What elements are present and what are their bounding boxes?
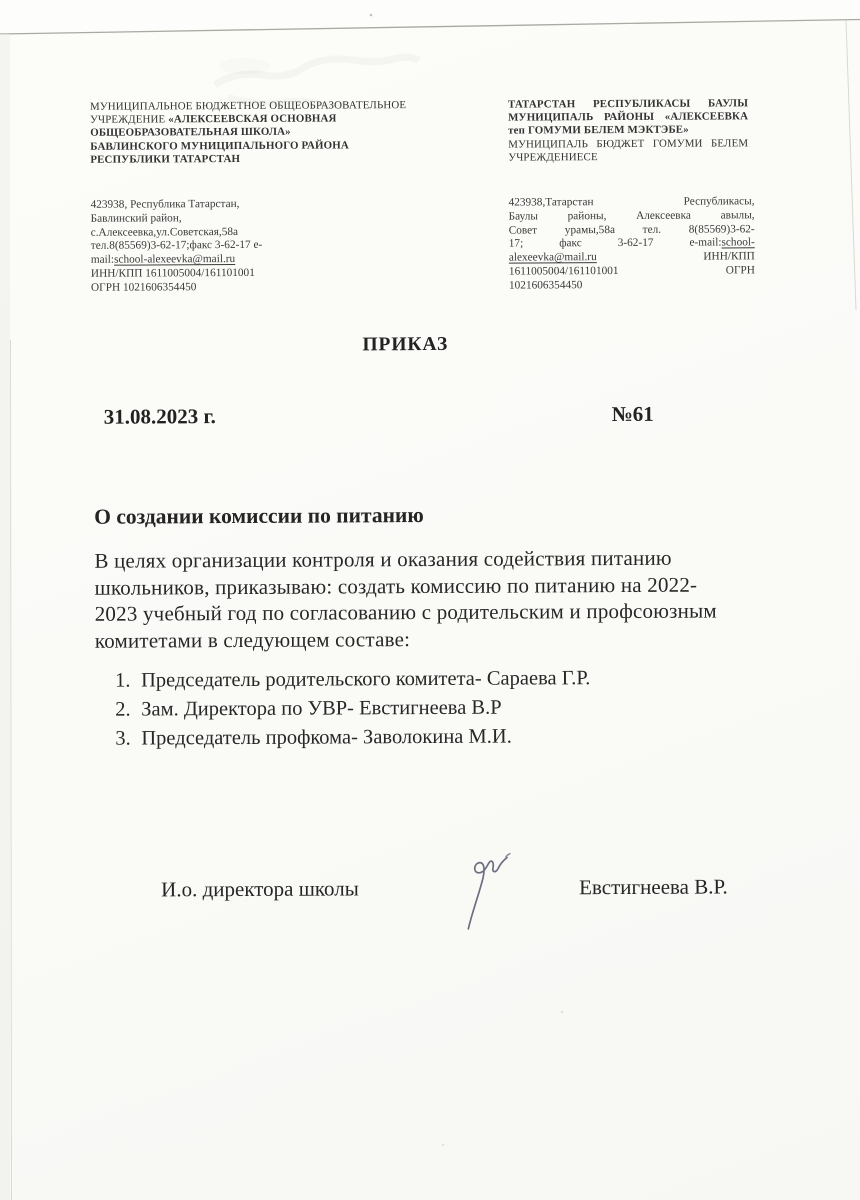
word (636, 209, 691, 223)
text-line (91, 197, 339, 212)
text-segment: В целях организации контроля и оказания содействия питанию (94, 545, 672, 573)
word (509, 210, 538, 224)
text-line (91, 239, 339, 254)
email-text: school- (721, 236, 755, 249)
signature-role-label: И.о. директора школы (161, 876, 359, 902)
word (721, 209, 755, 223)
text-segment: районы, (567, 209, 607, 223)
text-line (95, 624, 785, 654)
text-segment: 8(85569)3-62- (688, 222, 755, 236)
word (604, 111, 654, 124)
word (509, 224, 537, 238)
text-line (91, 253, 339, 268)
letterhead-org-name-russian (90, 99, 502, 167)
email-text: school-alexeevka@mail.ru (114, 253, 236, 266)
text-segment: МУНИЦИПАЛЬ (508, 111, 594, 124)
text-segment: РЕСПУБЛИКАСЫ (592, 97, 691, 111)
text-line (509, 250, 755, 265)
word (653, 137, 703, 150)
commission-members-list (115, 664, 591, 753)
text-segment: 17; (508, 237, 524, 250)
text-segment: 423938,Татарстан (508, 196, 594, 209)
handwritten-signature (451, 851, 515, 933)
text-segment: «АЛЕКСЕЕВКА (664, 110, 749, 123)
text-line (91, 280, 339, 295)
word (618, 237, 654, 251)
word (509, 265, 619, 279)
text-segment: БЮДЖЕТ (596, 137, 645, 150)
word (684, 195, 755, 209)
text-line (508, 97, 748, 111)
text-segment: РАЙОНЫ (603, 111, 655, 124)
text-segment: Республикасы, (683, 195, 755, 208)
word (665, 111, 748, 125)
text-segment: 1611005004/161101001 (508, 264, 619, 278)
text-segment: БАУЛЫ (707, 97, 749, 110)
text-segment: e-mail: (689, 236, 722, 250)
document-subject-heading: О создании комиссии по питанию (94, 503, 424, 529)
text-segment: ИНН/КПП (703, 250, 755, 263)
text-segment: 2023 учебный год по согласованию с родительским и профсоюзным (94, 598, 717, 627)
word (643, 223, 661, 237)
word (559, 238, 582, 252)
document-body-paragraph (94, 544, 785, 654)
document-title: ПРИКАЗ (362, 333, 449, 356)
word (509, 196, 594, 210)
text-segment: МУНИЦИПАЛЬ (508, 137, 589, 151)
word (711, 137, 748, 150)
word (565, 224, 615, 238)
word (508, 138, 588, 152)
text-segment: факс (559, 237, 582, 250)
word (689, 223, 755, 237)
text-line (91, 225, 339, 240)
text-line (509, 209, 755, 224)
text-line (91, 211, 339, 226)
text-segment: РЕСПУБЛИКИ ТАТАРСТАН (90, 152, 241, 166)
document-number: №61 (611, 401, 654, 427)
text-line (508, 150, 748, 164)
list-item (115, 693, 590, 724)
text-segment: ИНН/КПП 1611005004/161101001 (90, 266, 255, 280)
text-segment: mail: (90, 253, 115, 266)
signature-name: Евстигнеева В.Р. (579, 874, 728, 900)
text-line (509, 237, 755, 252)
text-segment: 423938, Республика Татарстан, (90, 197, 240, 211)
list-item (115, 722, 590, 753)
email-text: alexeevka@mail.ru (508, 251, 597, 264)
text-line (509, 278, 755, 293)
word (508, 98, 575, 112)
word (703, 250, 755, 264)
word (508, 111, 593, 125)
text-segment: 3-62-17 (617, 237, 654, 250)
text-line (509, 195, 755, 210)
text-segment: УЧРЕЖДЕНИЕСЕ (508, 150, 598, 164)
text-line (509, 223, 755, 238)
word (726, 264, 755, 278)
letterhead-address-russian (91, 197, 340, 295)
text-segment: БЕЛЕМ (710, 136, 749, 150)
text-line (94, 544, 784, 574)
text-segment: Алексеевка (636, 209, 691, 222)
word (708, 97, 748, 110)
letterhead-address-tatar (509, 195, 756, 293)
text-segment: 1021606354450 (508, 278, 583, 292)
text-line (94, 571, 784, 601)
text-segment: МУНИЦИПАЛЬНОЕ БЮДЖЕТНОЕ ОБЩЕОБРАЗОВАТЕЛЬНОЕ (90, 99, 407, 113)
list-item-number: 1. (114, 669, 131, 692)
text-line (509, 264, 755, 279)
text-segment: ОГРН (725, 264, 755, 277)
text-line (508, 111, 748, 125)
text-segment: Баулы (508, 210, 538, 223)
list-item-number: 2. (115, 698, 131, 721)
text-segment: тел. (642, 223, 662, 236)
list-item-text: Председатель родительского комитета- Сараева Г.Р. (140, 667, 591, 692)
text-segment: ГОМУМИ (652, 137, 703, 150)
list-item-text: Председатель профкома- Заволокина М.И. (141, 725, 512, 750)
list-item-number: 3. (115, 727, 131, 750)
text-segment: Бавлинский район, (90, 212, 182, 225)
list-item-text: Зам. Директора по УВР- Евстигнеева В.Р (141, 696, 502, 721)
word (568, 210, 607, 224)
text-segment: тел.8(85569)3-62-17;факс 3-62-17 e- (90, 239, 263, 253)
text-segment: ОГРН 1021606354450 (90, 281, 197, 294)
letterhead-org-name-tatar (508, 97, 748, 164)
text-segment: школьников, приказываю: создать комиссию по питанию на 2022- (94, 572, 698, 600)
text-segment: «АЛЕКСЕЕВСКАЯ ОСНОВНАЯ (168, 112, 337, 126)
document-date: 31.08.2023 г. (103, 404, 216, 429)
text-line (508, 124, 748, 138)
text-line (90, 151, 502, 166)
word (593, 98, 690, 112)
text-segment: теп ГОМУМИ БЕЛЕМ МЭКТЭБЕ» (508, 124, 689, 137)
text-segment: Совет (508, 224, 538, 237)
text-segment: урамы,58а (564, 223, 616, 236)
text-segment: БАВЛИНСКОГО МУНИЦИПАЛЬНОГО РАЙОНА (90, 139, 349, 153)
text-segment: ТАТАРСТАН (508, 98, 576, 111)
text-line (95, 598, 785, 628)
word (689, 237, 754, 251)
text-line (508, 137, 748, 151)
list-item (115, 664, 590, 695)
word (509, 238, 524, 252)
text-segment: комитетами в следующем составе: (94, 627, 411, 653)
text-segment: с.Алексеевка,ул.Советская,58а (90, 225, 239, 239)
text-segment: авылы, (720, 209, 755, 222)
text-segment: ОБЩЕОБРАЗОВАТЕЛЬНАЯ ШКОЛА» (90, 126, 291, 140)
word (509, 251, 597, 265)
text-segment: УЧРЕЖДЕНИЕ (90, 113, 169, 126)
word (596, 137, 644, 150)
text-line (91, 266, 339, 281)
